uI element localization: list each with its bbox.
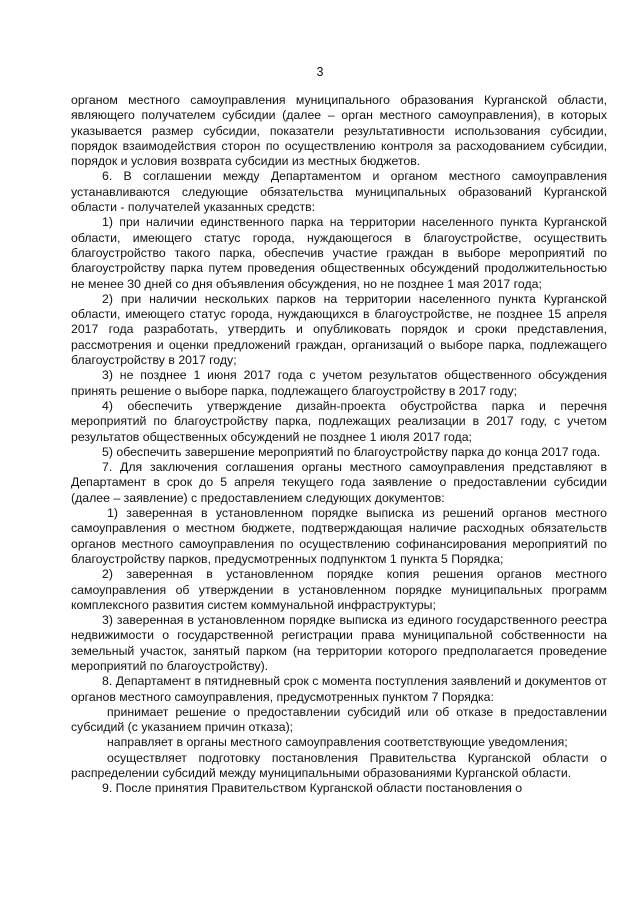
obligation-item-1: 1) при наличии единственного парка на территории населенного пункта Курганской области, имеющего статус города, нуждающегося в благоустройстве, осуществить благоустройство такого парка, обеспечив участие граждан в выборе мероприятий по благоустройству парка путем проведения общественных обсуждений продолжительностью не менее 30 дней со дня объявления обсуждения, но не позднее 1 мая 2017 года; (71, 215, 607, 291)
body-text (71, 93, 607, 797)
paragraph-8: 8. Департамент в пятидневный срок с момента поступления заявлений и документов от органов местного самоуправления, предусмотренных пунктом 7 Порядка: (71, 674, 607, 704)
action-item-decision: принимает решение о предоставлении субсидий или об отказе в предоставлении субсидий (с указанием причин отказа); (71, 704, 607, 735)
paragraph-7: 7. Для заключения соглашения органы местного самоуправления представляют в Департамент в срок до 5 апреля текущего года заявление о предоставлении субсидии (далее – заявление) с предоставлением следующих документов: (71, 460, 607, 505)
paragraph-5-continuation: органом местного самоуправления муниципального образования Курганской области, являющего получателем субсидии (далее – орган местного самоуправления), в которых указывается размер субсидии, показатели результативности использования субсидии, порядок взаимодействия сторон по осуществлению контроля за расходованием субсидии, порядок и условия возврата субсидии из местных бюджетов. (71, 93, 607, 169)
action-item-notification: направляет в органы местного самоуправления соответствующие уведомления; (107, 735, 568, 750)
document-item-1: 1) заверенная в установленном порядке выписка из решений органов местного самоуправления о местном бюджете, подтверждающая наличие расходных обязательств органов местного самоуправления по осуществлению софинансирования мероприятий по благоустройству парков, предусмотренных подпунктом 1 пункта 5 Порядка; (71, 506, 607, 566)
obligation-item-2: 2) при наличии нескольких парков на территории населенного пункта Курганской области, имеющего статус города, нуждающихся в благоустройстве, не позднее 15 апреля 2017 года разработать, утвердить и опубликовать порядок и сроки представления, рассмотрения и оценки предложений граждан, организаций о выборе парка, подлежащего благоустройству в 2017 году; (71, 291, 607, 368)
obligation-item-4: 4) обеспечить утверждение дизайн-проекта обустройства парка и перечня мероприятий по благоустройству парка, подлежащих реализации в 2017 году, с учетом результатов общественных обсуждений не позднее 1 июля 2017 года; (71, 398, 607, 444)
paragraph-9: 9. После принятия Правительством Курганской области постановления о (102, 781, 523, 796)
paragraph-6: 6. В соглашении между Департаментом и органом местного самоуправления устанавливаются следующие обязательства муниципальных образований Курганской области - получателей указанных средств: (71, 169, 607, 215)
obligation-item-3: 3) не позднее 1 июня 2017 года с учетом результатов общественного обсуждения принять решение о выборе парка, подлежащего благоустройству в 2017 году; (71, 368, 607, 398)
document-item-2: 2) заверенная в установленном порядке копия решения органов местного самоуправления об утверждении в установленном порядке муниципальных программ комплексного развития систем коммунальной инфраструктуры; (71, 567, 607, 612)
document-item-3: 3) заверенная в установленном порядке выписка из единого государственного реестра недвижимости о государственной регистрации права муниципальной собственности на земельный участок, занятый парком (на территории которого предполагается проведение мероприятий по благоустройству). (71, 613, 607, 673)
page-number: 3 (316, 65, 324, 79)
action-item-resolution: осуществляет подготовку постановления Правительства Курганской области о распределении субсидий между муниципальными образованиями Курганской области. (71, 750, 607, 781)
obligation-item-5: 5) обеспечить завершение мероприятий по благоустройству парка до конца 2017 года. (102, 444, 601, 459)
